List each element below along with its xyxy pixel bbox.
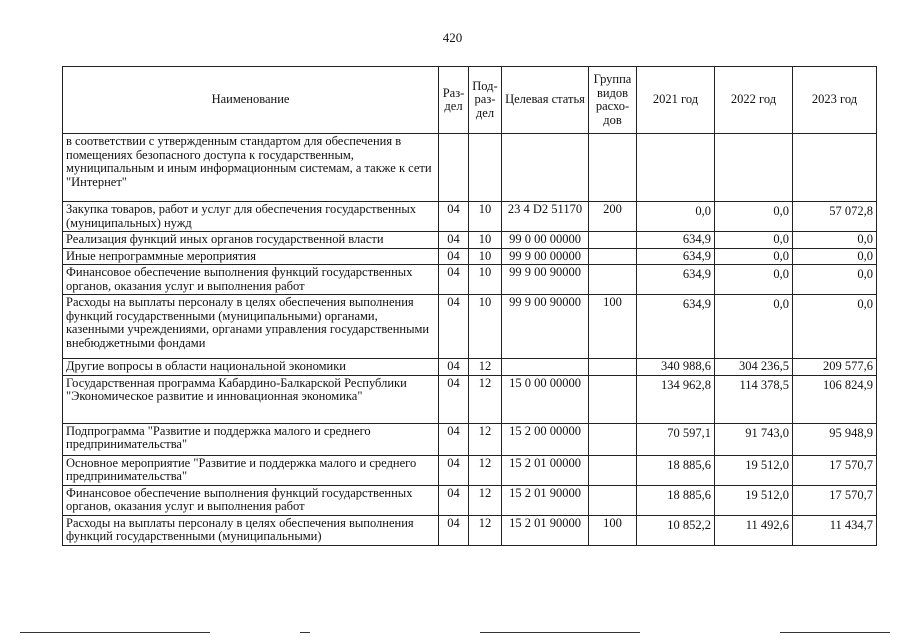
cell-2023	[793, 134, 877, 202]
cell-2021: 10 852,2	[637, 515, 715, 545]
table-row	[63, 515, 877, 545]
header-subsection: Под-раз-дел	[469, 67, 502, 134]
cell-section: 04	[439, 455, 469, 485]
cell-section: 04	[439, 232, 469, 249]
cell-section: 04	[439, 359, 469, 376]
cell-subsection: 10	[469, 248, 502, 265]
cell-2022: 11 492,6	[715, 515, 793, 545]
table-row	[63, 248, 877, 265]
cell-2022: 114 378,5	[715, 375, 793, 423]
cell-subsection: 12	[469, 515, 502, 545]
cell-2023: 0,0	[793, 232, 877, 249]
cell-2022: 0,0	[715, 248, 793, 265]
table-row	[63, 485, 877, 515]
cell-group: 100	[589, 515, 637, 545]
cell-name: Иные непрограммные мероприятия	[63, 248, 439, 265]
cell-subsection: 10	[469, 232, 502, 249]
cell-2023: 95 948,9	[793, 423, 877, 455]
cell-2021: 18 885,6	[637, 485, 715, 515]
cell-2023: 0,0	[793, 295, 877, 359]
cell-section: 04	[439, 295, 469, 359]
cell-2021: 0,0	[637, 202, 715, 232]
table-row	[63, 423, 877, 455]
cell-2021: 634,9	[637, 232, 715, 249]
header-target: Целевая статья	[502, 67, 589, 134]
cell-section: 04	[439, 423, 469, 455]
table-row	[63, 265, 877, 295]
cell-2021: 634,9	[637, 265, 715, 295]
header-group: Группа видов расхо-дов	[589, 67, 637, 134]
cell-2022: 304 236,5	[715, 359, 793, 376]
cell-section: 04	[439, 375, 469, 423]
cell-2022: 0,0	[715, 202, 793, 232]
header-2021: 2021 год	[637, 67, 715, 134]
cell-group	[589, 455, 637, 485]
header-2023: 2023 год	[793, 67, 877, 134]
cell-subsection: 10	[469, 265, 502, 295]
table-row	[63, 359, 877, 376]
cell-2021	[637, 134, 715, 202]
cell-2022: 0,0	[715, 295, 793, 359]
cell-subsection: 12	[469, 359, 502, 376]
cell-name: Расходы на выплаты персоналу в целях обеспечения выполнения функций государственными (муниципальными)	[63, 515, 439, 545]
cell-target: 15 2 01 00000	[502, 455, 589, 485]
table-row	[63, 202, 877, 232]
footer-rule-right	[780, 632, 890, 633]
cell-subsection: 12	[469, 455, 502, 485]
cell-group	[589, 134, 637, 202]
cell-2023: 57 072,8	[793, 202, 877, 232]
footer-rule-mid	[300, 632, 310, 633]
cell-2022: 19 512,0	[715, 485, 793, 515]
cell-section: 04	[439, 202, 469, 232]
cell-target: 15 2 01 90000	[502, 515, 589, 545]
cell-2022: 0,0	[715, 232, 793, 249]
cell-2023: 17 570,7	[793, 485, 877, 515]
footer-rule-left	[20, 632, 210, 633]
cell-group	[589, 375, 637, 423]
cell-2023: 106 824,9	[793, 375, 877, 423]
cell-target	[502, 359, 589, 376]
cell-2023: 17 570,7	[793, 455, 877, 485]
cell-group	[589, 359, 637, 376]
footer-rule-center	[480, 632, 640, 633]
cell-2023: 11 434,7	[793, 515, 877, 545]
cell-name: Другие вопросы в области национальной экономики	[63, 359, 439, 376]
table-row	[63, 232, 877, 249]
cell-group	[589, 485, 637, 515]
cell-2022: 19 512,0	[715, 455, 793, 485]
cell-group	[589, 232, 637, 249]
cell-target	[502, 134, 589, 202]
cell-target: 15 0 00 00000	[502, 375, 589, 423]
cell-2021: 134 962,8	[637, 375, 715, 423]
table-row	[63, 134, 877, 202]
cell-name: Подпрограмма "Развитие и поддержка малого и среднего предпринимательства"	[63, 423, 439, 455]
table-row	[63, 375, 877, 423]
cell-2021: 634,9	[637, 248, 715, 265]
cell-target: 99 0 00 00000	[502, 232, 589, 249]
cell-name: в соответствии с утвержденным стандартом для обеспечения в помещениях безопасного доступа к государственным, муниципальным и иным информационным системам, а также к сети "Интернет"	[63, 134, 439, 202]
cell-target: 99 9 00 90000	[502, 295, 589, 359]
cell-subsection: 12	[469, 375, 502, 423]
cell-2021: 634,9	[637, 295, 715, 359]
cell-2022	[715, 134, 793, 202]
cell-target: 15 2 01 90000	[502, 485, 589, 515]
cell-2021: 340 988,6	[637, 359, 715, 376]
cell-section: 04	[439, 515, 469, 545]
cell-name: Основное мероприятие "Развитие и поддержка малого и среднего предпринимательства"	[63, 455, 439, 485]
cell-2023: 209 577,6	[793, 359, 877, 376]
cell-2022: 91 743,0	[715, 423, 793, 455]
cell-target: 23 4 D2 51170	[502, 202, 589, 232]
cell-name: Финансовое обеспечение выполнения функций государственных органов, оказания услуг и выполнения работ	[63, 265, 439, 295]
cell-2023: 0,0	[793, 248, 877, 265]
cell-section: 04	[439, 248, 469, 265]
budget-table	[62, 66, 877, 546]
table-body	[63, 134, 877, 546]
cell-section	[439, 134, 469, 202]
cell-name: Закупка товаров, работ и услуг для обеспечения государственных (муниципальных) нужд	[63, 202, 439, 232]
header-2022: 2022 год	[715, 67, 793, 134]
cell-subsection: 12	[469, 485, 502, 515]
cell-name: Расходы на выплаты персоналу в целях обеспечения выполнения функций государственными (муниципальными) органами, казенными учреждениями, органами управления государственными внебюджетными фондами	[63, 295, 439, 359]
cell-section: 04	[439, 265, 469, 295]
cell-target: 99 9 00 00000	[502, 248, 589, 265]
table-row	[63, 455, 877, 485]
cell-group	[589, 248, 637, 265]
cell-2023: 0,0	[793, 265, 877, 295]
cell-group	[589, 265, 637, 295]
table-row	[63, 295, 877, 359]
cell-target: 99 9 00 90000	[502, 265, 589, 295]
cell-subsection: 10	[469, 295, 502, 359]
page-number: 420	[442, 30, 463, 45]
cell-target: 15 2 00 00000	[502, 423, 589, 455]
cell-2021: 18 885,6	[637, 455, 715, 485]
cell-subsection: 10	[469, 202, 502, 232]
cell-2022: 0,0	[715, 265, 793, 295]
cell-group: 200	[589, 202, 637, 232]
cell-group: 100	[589, 295, 637, 359]
cell-subsection	[469, 134, 502, 202]
cell-2021: 70 597,1	[637, 423, 715, 455]
cell-subsection: 12	[469, 423, 502, 455]
cell-name: Финансовое обеспечение выполнения функций государственных органов, оказания услуг и выполнения работ	[63, 485, 439, 515]
cell-name: Реализация функций иных органов государственной власти	[63, 232, 439, 249]
cell-name: Государственная программа Кабардино-Балкарской Республики "Экономическое развитие и инновационная экономика"	[63, 375, 439, 423]
header-row	[63, 67, 877, 134]
header-section: Раз-дел	[439, 67, 469, 134]
cell-section: 04	[439, 485, 469, 515]
header-name: Наименование	[63, 67, 439, 134]
cell-group	[589, 423, 637, 455]
